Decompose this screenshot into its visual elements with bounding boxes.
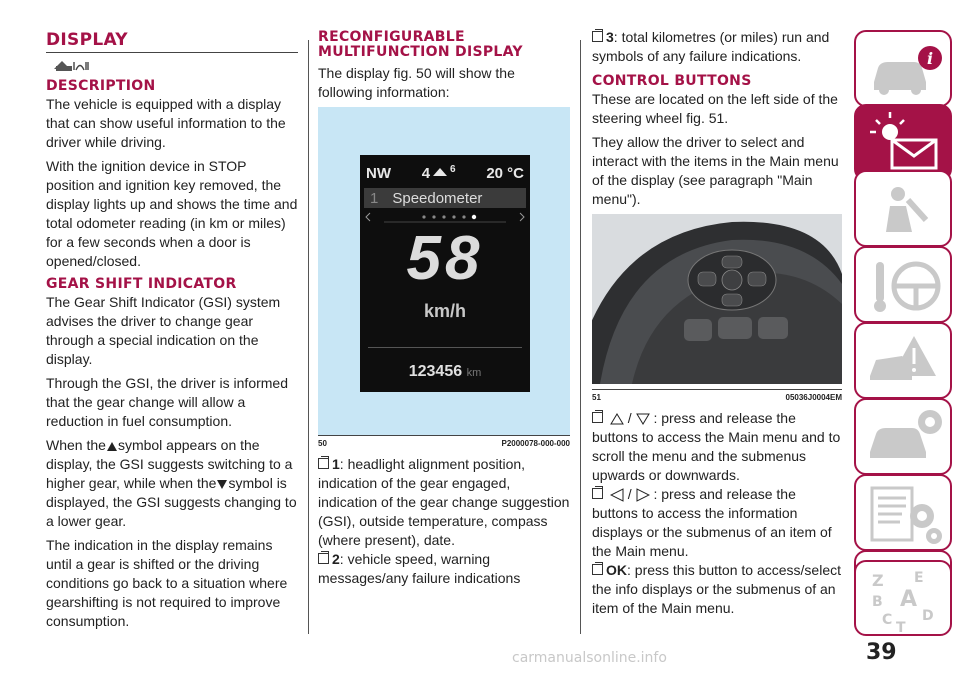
column-control-buttons xyxy=(592,28,842,618)
list-item xyxy=(318,550,570,588)
tab-emergency[interactable] xyxy=(854,322,952,399)
gear-value: 4 xyxy=(421,165,431,182)
figure-number: 51 xyxy=(592,393,601,402)
tab-car-info[interactable] xyxy=(854,30,952,107)
item-text: : press and release the buttons to access the Main menu and to scroll the menu and the submenus upwards or downwards. xyxy=(592,410,841,483)
steering-wheel-image xyxy=(592,214,842,384)
figure-51 xyxy=(592,214,842,402)
tab-driving[interactable] xyxy=(854,246,952,323)
list-item xyxy=(318,455,570,550)
menu-bar xyxy=(364,188,526,208)
menu-label: Speedometer xyxy=(392,189,483,207)
svg-text:E: E xyxy=(914,570,924,586)
gsi-shift-icon xyxy=(430,166,450,178)
gear-next: 6 xyxy=(450,164,456,175)
triangle-left-icon xyxy=(610,488,624,502)
tab-technical-data[interactable] xyxy=(854,474,952,551)
ok-key: OK xyxy=(606,562,627,578)
text: symbol appears on the display, the GSI suggests switching to a higher gear, while when the xyxy=(46,437,293,491)
heading-control-buttons: CONTROL BUTTONS xyxy=(592,73,752,89)
compass-heading: NW xyxy=(366,164,391,182)
tab-maintenance[interactable] xyxy=(854,398,952,475)
list-item-ok xyxy=(592,561,842,618)
paragraph-gsi-symbols xyxy=(46,436,298,531)
display-screen xyxy=(360,155,530,392)
bullet-icon xyxy=(592,31,603,42)
safety-icon xyxy=(856,172,954,249)
triangle-up-icon xyxy=(610,413,624,425)
heading-description: DESCRIPTION xyxy=(46,78,156,94)
menu-pager xyxy=(364,211,526,223)
tab-safety[interactable] xyxy=(854,170,952,247)
svg-text:C: C xyxy=(882,612,893,628)
svg-text:B: B xyxy=(872,594,883,610)
item-number: 2 xyxy=(332,551,340,567)
outside-temperature: 20 °C xyxy=(486,164,524,182)
emergency-icon xyxy=(856,324,954,401)
figure-50 xyxy=(318,107,570,448)
item-text: : press this button to access/select the info displays or the submenus of an item of the Main menu. xyxy=(592,562,841,616)
item-number: 1 xyxy=(332,456,340,472)
odometer xyxy=(360,363,530,381)
vehicle-version-icon xyxy=(52,57,92,73)
column-divider xyxy=(308,40,309,634)
paragraph: The indication in the display remains until a gear is shifted or the driving conditions go back to a situation where gearshifting is not required to improve consumption. xyxy=(46,537,288,629)
odometer-value: 123456 xyxy=(408,363,463,380)
shift-up-arrow-icon xyxy=(106,441,118,452)
page-number: 39 xyxy=(866,640,897,665)
svg-text:i: i xyxy=(927,49,934,68)
paragraph: The vehicle is equipped with a display that can show useful information to the driver while driving. xyxy=(46,96,286,150)
shift-down-arrow-icon xyxy=(216,479,228,490)
item-number: 3 xyxy=(606,29,614,45)
text: symbol is displayed, the GSI suggests changing to a lower gear. xyxy=(46,475,297,529)
display-top-bar xyxy=(366,161,524,185)
svg-text:A: A xyxy=(900,587,918,612)
triangle-right-icon xyxy=(636,488,650,502)
gear-indicator xyxy=(422,164,456,182)
item-text: : press and release the buttons to access the information displays or the submenus of an item of the Main menu. xyxy=(592,486,832,559)
tab-index[interactable] xyxy=(854,560,952,636)
heading-gsi: GEAR SHIFT INDICATOR xyxy=(46,276,237,292)
section-title-display: DISPLAY xyxy=(46,30,128,50)
separator: / xyxy=(627,410,632,426)
driving-icon xyxy=(856,248,954,325)
heading-reconfigurable: RECONFIGURABLE MULTIFUNCTION DISPLAY xyxy=(318,29,523,60)
paragraph: The display fig. 50 will show the following information: xyxy=(318,65,515,100)
bullet-icon xyxy=(592,488,603,499)
svg-text:Z: Z xyxy=(872,571,884,590)
bullet-icon xyxy=(318,553,329,564)
column-reconfigurable-display xyxy=(318,28,570,588)
maintenance-icon xyxy=(856,400,954,477)
item-text: : headlight alignment position, indication of the gear engaged, indication of the gear change suggestion (GSI), outside temperature, compass (where present), date. xyxy=(318,456,570,548)
paragraph: The Gear Shift Indicator (GSI) system advises the driver to change gear through a special indication on the display. xyxy=(46,294,281,367)
figure-code: P2000078-000-000 xyxy=(501,439,570,448)
speed-unit: km/h xyxy=(423,301,466,321)
bullet-icon xyxy=(592,412,603,423)
index-icon xyxy=(856,562,954,639)
list-item-up-down xyxy=(592,409,842,485)
speed-value: 58 xyxy=(406,224,484,293)
text: When the xyxy=(46,437,106,453)
figure-number: 50 xyxy=(318,439,327,448)
svg-text:T: T xyxy=(896,620,906,636)
paragraph: These are located on the left side of the steering wheel fig. 51. xyxy=(592,91,838,126)
bullet-icon xyxy=(318,458,329,469)
technical-data-icon xyxy=(856,476,954,553)
column-display xyxy=(46,28,298,636)
list-item xyxy=(592,28,842,66)
figure-code: 05036J0004EM xyxy=(785,393,842,402)
svg-text:D: D xyxy=(922,608,934,624)
item-text: : total kilometres (or miles) run and symbols of any failure indications. xyxy=(592,29,830,64)
divider xyxy=(368,347,522,348)
figure-caption xyxy=(592,389,842,402)
item-text: : vehicle speed, warning messages/any failure indications xyxy=(318,551,521,586)
bullet-icon xyxy=(592,564,603,575)
watermark: carmanualsonline.info xyxy=(512,650,667,666)
odometer-unit: km xyxy=(466,367,482,379)
menu-index: 1 xyxy=(370,189,379,207)
car-info-icon xyxy=(856,32,954,109)
paragraph: They allow the driver to select and interact with the items in the Main menu of the display (see paragraph "Main menu"). xyxy=(592,134,839,207)
title-rule xyxy=(46,52,298,53)
list-item-left-right xyxy=(592,485,842,561)
triangle-down-icon xyxy=(636,413,650,425)
paragraph: With the ignition device in STOP position and ignition key removed, the display lights up and shows the time and total odometer reading (in km or miles) for a few seconds when a door is opened/closed. xyxy=(46,158,298,269)
display-image-bg xyxy=(318,107,570,435)
column-divider xyxy=(580,40,581,634)
figure-caption xyxy=(318,435,570,448)
paragraph: Through the GSI, the driver is informed that the gear change will allow a reduction in fuel consumption. xyxy=(46,375,288,429)
separator: / xyxy=(627,486,632,502)
